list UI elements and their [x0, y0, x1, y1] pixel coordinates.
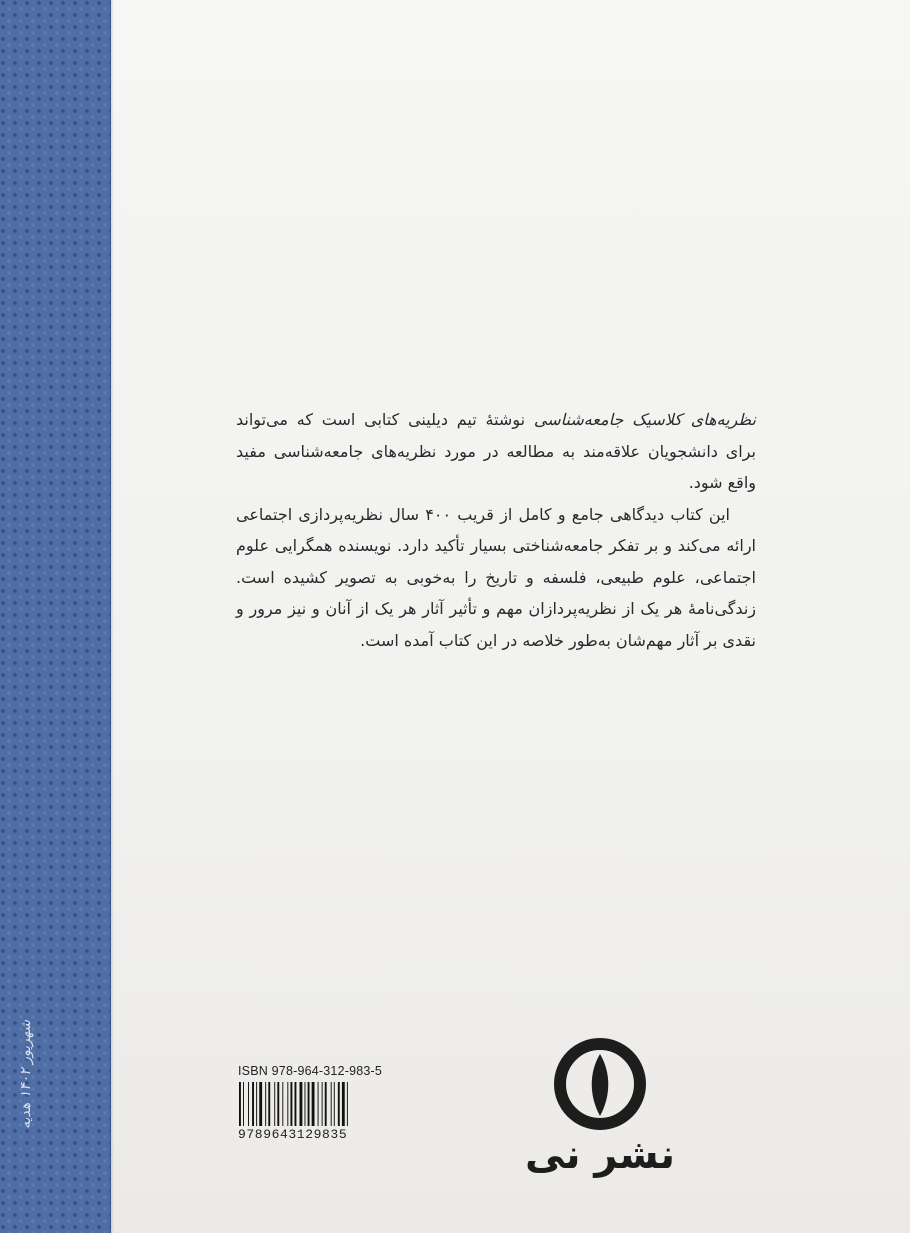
barcode-digits: 9789643129835 — [238, 1127, 348, 1142]
description-paragraph-2: این کتاب دیدگاهی جامع و کامل از قریب ۴۰۰ سال نظریه‌پردازی اجتماعی ارائه می‌کند و بر تفکر جامعه‌شناختی بسیار تأکید دارد. نویسنده همگرایی علوم اجتماعی، علوم طبیعی، فلسفه و تاریخ را به‌خوبی به تصویر کشیده است. زندگی‌نامهٔ هر یک از نظریه‌پردازان مهم و تأثیر آثار هر یک از آنان و نیز مرور و نقدی بر آثار مهم‌شان به‌طور خلاصه در این کتاب آمده است. — [236, 504, 756, 650]
publisher-name: نشر نی — [524, 1132, 675, 1178]
handwritten-inscription: شهریور ۱۴۰۲ هدیه — [18, 1020, 34, 1129]
barcode-image — [238, 1082, 384, 1126]
isbn-label: ISBN 978-964-312-983-5 — [238, 1064, 383, 1078]
spine-shadow-edge — [110, 0, 114, 1233]
description-paragraph-1 — [236, 404, 756, 499]
book-description — [236, 404, 756, 656]
blue-patterned-spine-strip — [0, 0, 111, 1233]
description-paragraph-1-text: نوشتهٔ تیم دیلینی کتابی است که می‌تواند برای دانشجویان علاقه‌مند به مطالعه در مورد نظریه‌های جامعه‌شناسی مفید واقع شود. — [236, 410, 756, 492]
book-title-italic: نظریه‌های کلاسیک جامعه‌شناسی — [533, 410, 756, 429]
isbn-block — [238, 1064, 386, 1142]
